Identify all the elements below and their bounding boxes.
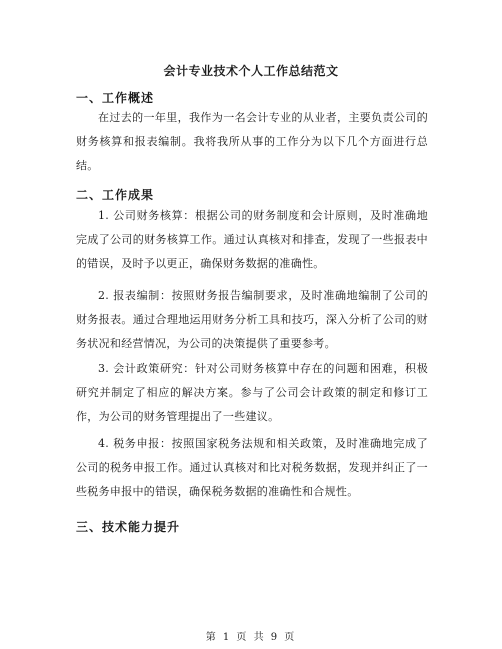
document-title: 会计专业技术个人工作总结范文 [163, 64, 339, 78]
page-number-footer: 第 1 页 共 9 页 [205, 632, 297, 643]
section-heading-results: 二、工作成果 [76, 188, 155, 202]
paragraph-result-2: 2. 报表编制：按照财务报告编制要求，及时准确地编制了公司的财务报表。通过合理地运用财务分析工具和技巧，深入分析了公司的财务状况和经营情况，为公司的决策提供了重要参考。 [76, 289, 428, 350]
paragraph-result-4: 4. 税务申报：按照国家税务法规和相关政策，及时准确地完成了公司的税务申报工作。通过认真核对和比对税务数据，发现并纠正了一些税务申报中的错误，确保税务数据的准确性和合规性。 [76, 437, 428, 498]
section-heading-overview: 一、工作概述 [76, 91, 155, 105]
paragraph-result-3: 3. 会计政策研究：针对公司财务核算中存在的问题和困难，积极研究并制定了相应的解决方案。参与了公司会计政策的制定和修订工作，为公司的财务管理提出了一些建议。 [76, 362, 428, 423]
paragraph-overview: 在过去的一年里，我作为一名会计专业的从业者，主要负责公司的财务核算和报表编制。我将我所从事的工作分为以下几个方面进行总结。 [76, 111, 428, 172]
section-heading-skills: 三、技术能力提升 [76, 520, 181, 534]
paragraph-result-1: 1. 公司财务核算：根据公司的财务制度和会计原则，及时准确地完成了公司的财务核算工作。通过认真核对和排查，发现了一些报表中的错误，及时予以更正，确保财务数据的准确性。 [76, 209, 428, 270]
